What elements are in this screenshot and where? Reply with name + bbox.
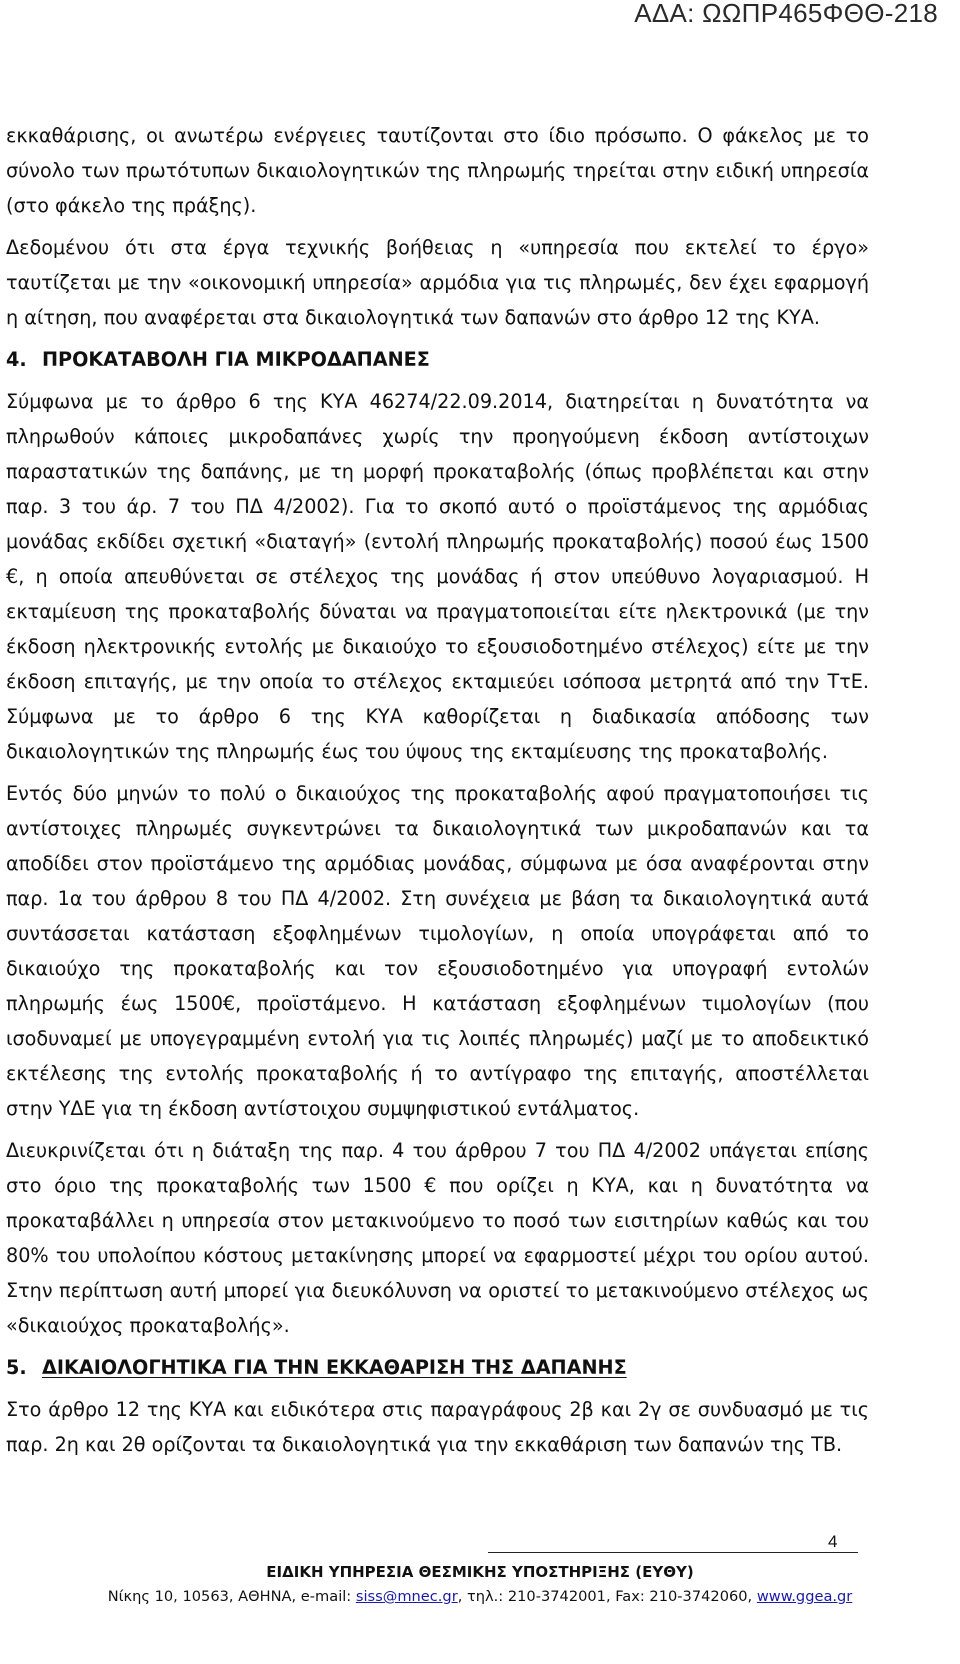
section-5-number: 5. <box>6 1356 27 1379</box>
ada-code: ΑΔΑ: ΩΩΠΡ465ΦΘΘ-218 <box>634 0 938 28</box>
section-5-heading <box>6 1350 869 1385</box>
section-4-heading <box>6 342 869 377</box>
footer-divider <box>488 1552 858 1553</box>
paragraph-5: Διευκρινίζεται ότι η διάταξη της παρ. 4 του άρθρου 7 του ΠΔ 4/2002 υπάγεται επίσης στο όριο της προκαταβολής των 1500 € που ορίζει η ΚΥΑ, και η δυνατότητα να προκαταβάλλει η υπηρεσία στον μετακινούμενο το ποσό των εισιτηρίων καθώς και του 80% του υπολοίπου κόστους μετακίνησης μπορεί να εφαρμοστεί μέχρι του ορίου αυτού. Στην περίπτωση αυτή μπορεί για διευκόλυνση να οριστεί το μετακινούμενο στέλεχος ως «δικαιούχος προκαταβολής». <box>6 1139 869 1337</box>
document-body <box>6 118 869 1469</box>
footer-phones: , τηλ.: 210-3742001, Fax: 210-3742060, <box>457 1588 757 1605</box>
paragraph-3: Σύμφωνα με το άρθρο 6 της ΚΥΑ 46274/22.09.2014, διατηρείται η δυνατότητα να πληρωθούν κάποιες μικροδαπάνες χωρίς την προηγούμενη έκδοση αντίστοιχων παραστατικών της δαπάνης, με τη μορφή προκαταβολής (όπως προβλέπεται και στην παρ. 3 του άρ. 7 του ΠΔ 4/2002). Για το σκοπό αυτό ο προϊστάμενος της αρμόδιας μονάδας εκδίδει σχετική «διαταγή» (εντολή πληρωμής προκαταβολής) ποσού έως 1500 €, η οποία απευθύνεται σε στέλεχος της μονάδας ή στον υπεύθυνο λογαριασμού. Η εκταμίευση της προκαταβολής δύναται να πραγματοποιείται είτε ηλεκτρονικά (με την έκδοση ηλεκτρονικής εντολής με δικαιούχο το εξουσιοδοτημένο στέλεχος) είτε με την έκδοση επιταγής, με την οποία το στέλεχος εκταμιεύει ισόποσα μετρητά από την ΤτΕ. Σύμφωνα με το άρθρο 6 της ΚΥΑ καθορίζεται η διαδικασία απόδοσης των δικαιολογητικών της πληρωμής έως του ύψους της εκταμίευσης της προκαταβολής. <box>6 390 869 763</box>
section-4-number: 4. <box>6 348 27 371</box>
footer-contact <box>0 1588 960 1605</box>
paragraph-6: Στο άρθρο 12 της ΚΥΑ και ειδικότερα στις παραγράφους 2β και 2γ σε συνδυασμό με τις παρ. 2η και 2θ ορίζονται τα δικαιολογητικά για την εκκαθάριση των δαπανών της ΤΒ. <box>6 1398 869 1456</box>
section-5-title: ΔΙΚΑΙΟΛΟΓΗΤΙΚΑ ΓΙΑ ΤΗΝ ΕΚΚΑΘΑΡΙΣΗ ΤΗΣ ΔΑΠΑΝΗΣ <box>42 1356 627 1379</box>
paragraph-2: Δεδομένου ότι στα έργα τεχνικής βοήθειας η «υπηρεσία που εκτελεί το έργο» ταυτίζεται με την «οικονομική υπηρεσία» αρμόδια για τις πληρωμές, δεν έχει εφαρμογή η αίτηση, που αναφέρεται στα δικαιολογητικά των δαπανών στο άρθρο 12 της ΚΥΑ. <box>6 236 869 329</box>
footer-organization: ΕΙΔΙΚΗ ΥΠΗΡΕΣΙΑ ΘΕΣΜΙΚΗΣ ΥΠΟΣΤΗΡΙΞΗΣ (ΕΥΘΥ) <box>266 1563 694 1581</box>
paragraph-4: Εντός δύο μηνών το πολύ ο δικαιούχος της προκαταβολής αφού πραγματοποιήσει τις αντίστοιχες πληρωμές συγκεντρώνει τα δικαιολογητικά των μικροδαπανών και τα αποδίδει στον προϊστάμενο της αρμόδιας μονάδας, σύμφωνα με όσα αναφέρονται στην παρ. 1α του άρθρου 8 του ΠΔ 4/2002. Στη συνέχεια με βάση τα δικαιολογητικά αυτά συντάσσεται κατάσταση εξοφλημένων τιμολογίων, η οποία υπογράφεται από το δικαιούχο της προκαταβολής και τον εξουσιοδοτημένο για υπογραφή εντολών πληρωμής έως 1500€, προϊστάμενο. Η κατάσταση εξοφλημένων τιμολογίων (που ισοδυναμεί με υπογεγραμμένη εντολή για τις λοιπές πληρωμές) μαζί με το αποδεικτικό εκτέλεσης της εντολής προκαταβολής ή το αντίγραφο της επιταγής, αποστέλλεται στην ΥΔΕ για τη έκδοση αντίστοιχου συμψηφιστικού εντάλματος. <box>6 782 869 1120</box>
footer-email-link[interactable]: siss@mnec.gr <box>355 1588 458 1605</box>
paragraph-1: εκκαθάρισης, οι ανωτέρω ενέργειες ταυτίζονται στο ίδιο πρόσωπο. Ο φάκελος με το σύνολο των πρωτότυπων δικαιολογητικών της πληρωμής τηρείται στην ειδική υπηρεσία (στο φάκελο της πράξης). <box>6 124 869 217</box>
section-4-title: ΠΡΟΚΑΤΑΒΟΛΗ ΓΙΑ ΜΙΚΡΟΔΑΠΑΝΕΣ <box>42 348 430 371</box>
page-number: 4 <box>828 1532 838 1551</box>
footer-address: Νίκης 10, 10563, ΑΘΗΝΑ, e-mail: <box>107 1588 356 1605</box>
footer-website-link[interactable]: www.ggea.gr <box>756 1588 853 1605</box>
